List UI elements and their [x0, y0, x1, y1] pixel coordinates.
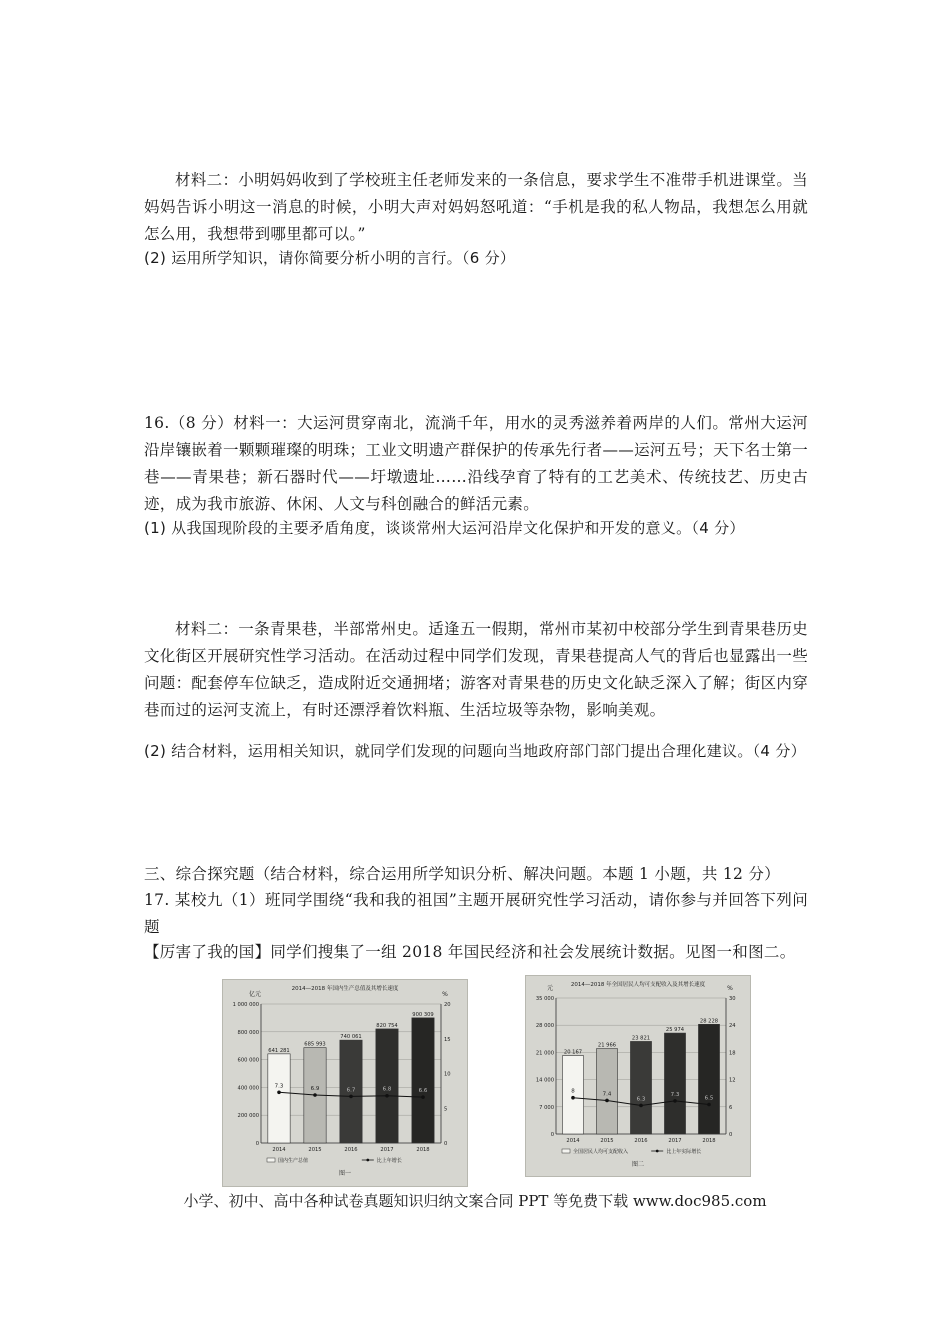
y-tick-label: 200 000 — [237, 1113, 259, 1120]
x-tick-label: 2015 — [308, 1147, 322, 1153]
y2-tick-label: 18 — [729, 1050, 736, 1057]
bar-value-label: 820 754 — [376, 1022, 398, 1029]
bar-value-label: 28 228 — [699, 1018, 719, 1025]
y-tick-label: 800 000 — [237, 1029, 259, 1036]
chart-title: 2014—2018 年全国居民人均可支配收入及其增长速度 — [570, 982, 706, 988]
y2-tick-label: 5 — [444, 1106, 448, 1113]
growth-point — [277, 1090, 281, 1094]
growth-point — [639, 1104, 643, 1108]
y2-axis-unit: % — [442, 991, 448, 998]
bar — [698, 1024, 719, 1134]
x-tick-label: 2018 — [416, 1147, 430, 1153]
growth-value-label: 7.3 — [670, 1091, 680, 1098]
growth-value-label: 7.4 — [602, 1091, 612, 1098]
growth-value-label: 6.7 — [346, 1087, 356, 1094]
bar-value-label: 641 281 — [268, 1047, 290, 1054]
y2-tick-label: 10 — [444, 1071, 451, 1078]
x-tick-label: 2016 — [344, 1147, 358, 1153]
growth-value-label: 6.9 — [310, 1086, 320, 1093]
bar — [630, 1041, 651, 1134]
growth-value-label: 8 — [571, 1088, 575, 1095]
growth-point — [313, 1093, 317, 1097]
legend-line-dot — [656, 1150, 659, 1153]
question-15-2: (2) 运用所学知识，请你简要分析小明的言行。（6 分） — [144, 249, 516, 267]
y-tick-label: 400 000 — [237, 1085, 259, 1092]
y-axis-unit: 元 — [546, 985, 554, 992]
x-tick-label: 2016 — [634, 1138, 648, 1144]
material-2-paragraph: 材料二：小明妈妈收到了学校班主任老师发来的一条信息，要求学生不准带手机进课堂。当妈妈告诉小明这一消息的时候，小明大声对妈妈怒吼道：“手机是我的私人物品，我想怎么用就怎么用，我想带到哪里都可以。” — [144, 171, 808, 243]
question-16-2: (2) 结合材料，运用相关知识，就同学们发现的问题向当地政府部门部门提出合理化建议。（4 分） — [144, 742, 806, 760]
legend-line-label: 比上年实际增长 — [666, 1149, 702, 1155]
bar-value-label: 23 821 — [631, 1035, 651, 1042]
legend-bar-label: 全国居民人均可支配收入 — [573, 1149, 629, 1155]
bar-value-label: 21 966 — [597, 1042, 617, 1049]
y-tick-label: 21 000 — [535, 1050, 554, 1057]
chart-title: 2014—2018 年国内生产总值及其增长速度 — [291, 986, 399, 992]
chart-figure-1 — [222, 979, 468, 1187]
question-16-material-1: 16.（8 分）材料一：大运河贯穿南北，流淌千年，用水的灵秀滋养着两岸的人们。常州大运河沿岸镶嵌着一颗颗璀璨的明珠；工业文明遗产群保护的传承先行者——运河五号；天下名士第一巷——青果巷；新石器时代——圩墩遗址……沿线孕育了特有的工艺美术、传统技艺、历史古迹，成为我市旅游、休闲、人文与科创融合的鲜活元素。 — [144, 414, 808, 513]
bar — [562, 1056, 583, 1134]
y-tick-label: 1 000 000 — [232, 1002, 259, 1008]
question-17: 17. 某校九（1）班同学围绕“我和我的祖国”主题开展研究性学习活动，请你参与并回答下列问题 — [144, 891, 808, 936]
bar-value-label: 685 993 — [304, 1041, 326, 1048]
chart-1-svg — [223, 980, 467, 1186]
x-tick-label: 2015 — [600, 1138, 614, 1144]
y2-tick-label: 12 — [729, 1077, 736, 1084]
y2-tick-label: 24 — [729, 1023, 736, 1030]
y-tick-label: 0 — [550, 1132, 554, 1138]
y-tick-label: 14 000 — [535, 1077, 554, 1084]
figure-caption: 图一 — [338, 1170, 352, 1177]
growth-value-label: 6.3 — [636, 1096, 646, 1103]
growth-point — [571, 1096, 575, 1100]
x-tick-label: 2017 — [380, 1147, 394, 1153]
bar-value-label: 25 974 — [665, 1027, 685, 1034]
bar — [664, 1033, 685, 1134]
growth-value-label: 7.3 — [274, 1083, 284, 1090]
legend-bar-swatch — [267, 1158, 275, 1162]
growth-value-label: 6.6 — [418, 1088, 428, 1095]
growth-point — [349, 1095, 353, 1099]
growth-point — [385, 1094, 389, 1098]
growth-point — [421, 1095, 425, 1099]
y-tick-label: 600 000 — [237, 1057, 259, 1064]
x-tick-label: 2018 — [702, 1138, 716, 1144]
bar-value-label: 740 061 — [340, 1034, 362, 1041]
legend-bar-label: 国内生产总值 — [278, 1158, 309, 1164]
chart-2-svg — [526, 976, 750, 1176]
question-16-material-2: 材料二：一条青果巷，半部常州史。适逢五一假期，常州市某初中校部分学生到青果巷历史文化街区开展研究性学习活动。在活动过程中同学们发现，青果巷提高人气的背后也显露出一些问题：配套停车位缺乏，造成附近交通拥堵；游客对青果巷的历史文化缺乏深入了解；街区内穿巷而过的运河支流上，有时还漂浮着饮料瓶、生活垃圾等杂物，影响美观。 — [144, 620, 808, 719]
growth-point — [707, 1103, 711, 1107]
section-3-heading: 三、综合探究题（结合材料，综合运用所学知识分析、解决问题。本题 1 小题，共 12 分） — [144, 865, 780, 883]
y-tick-label: 7 000 — [539, 1104, 554, 1111]
bar-value-label: 900 309 — [412, 1011, 434, 1018]
bar — [412, 1018, 434, 1143]
y2-tick-label: 30 — [729, 996, 736, 1002]
y2-tick-label: 15 — [444, 1036, 451, 1043]
footer-watermark: 小学、初中、高中各种试卷真题知识归纳文案合同 PPT 等免费下载 www.doc985.com — [183, 1192, 767, 1210]
question-16-1: (1) 从我国现阶段的主要矛盾角度，谈谈常州大运河沿岸文化保护和开发的意义。（4 分） — [144, 519, 745, 537]
chart-figure-2 — [525, 975, 751, 1177]
x-tick-label: 2014 — [566, 1138, 580, 1144]
y-tick-label: 35 000 — [535, 996, 554, 1002]
legend-bar-swatch — [562, 1149, 570, 1153]
bar — [268, 1054, 290, 1143]
figure-caption: 图二 — [631, 1161, 645, 1168]
y-axis-unit: 亿元 — [248, 991, 262, 998]
bar-value-label: 20 167 — [563, 1049, 583, 1056]
x-tick-label: 2014 — [272, 1147, 286, 1153]
question-17-part-a: 【厉害了我的国】同学们搜集了一组 2018 年国民经济和社会发展统计数据。见图一和图二。 — [144, 943, 796, 961]
y2-tick-label: 20 — [444, 1002, 451, 1008]
y2-tick-label: 6 — [729, 1104, 733, 1111]
legend-line-dot — [366, 1159, 369, 1162]
legend-line-label: 比上年增长 — [376, 1158, 402, 1164]
growth-value-label: 6.8 — [382, 1086, 392, 1093]
y-tick-label: 0 — [255, 1141, 259, 1147]
growth-value-label: 6.5 — [704, 1095, 714, 1102]
y2-axis-unit: % — [727, 985, 733, 992]
y2-tick-label: 0 — [729, 1132, 733, 1138]
growth-point — [673, 1099, 677, 1103]
y2-tick-label: 0 — [444, 1141, 448, 1147]
growth-point — [605, 1099, 609, 1103]
y-tick-label: 28 000 — [535, 1023, 554, 1030]
x-tick-label: 2017 — [668, 1138, 682, 1144]
